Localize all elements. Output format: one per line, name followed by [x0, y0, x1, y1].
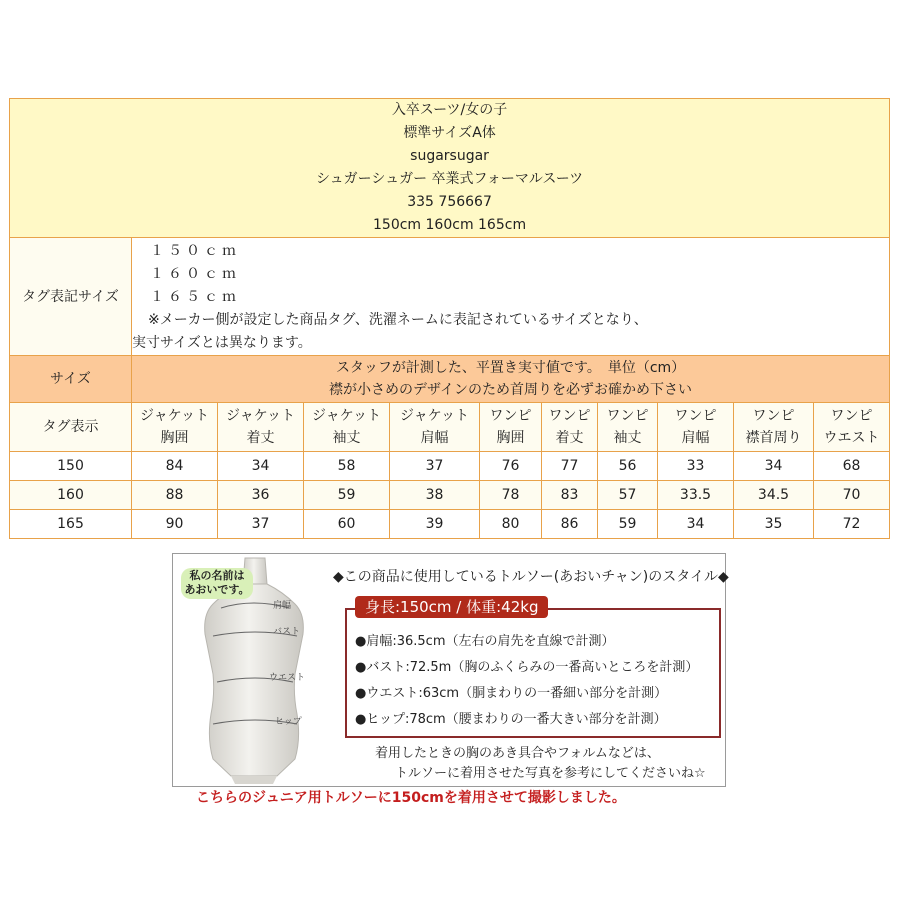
col-header-jacket-shoulder [390, 403, 480, 452]
table-cell: 59 [304, 481, 390, 510]
torso-name-bubble [181, 568, 253, 599]
table-cell: 56 [598, 452, 658, 481]
col-header-jacket-bust [132, 403, 218, 452]
size-section-note [132, 356, 890, 403]
col-header-line: 肩幅 [420, 430, 449, 446]
size-table [9, 98, 890, 539]
col-header-line: 袖丈 [613, 430, 642, 446]
table-cell: 77 [542, 452, 598, 481]
table-row [10, 452, 890, 481]
col-header-line: 着丈 [246, 430, 275, 446]
col-header-line: タグ表示 [42, 419, 99, 435]
table-cell: 150 [10, 452, 132, 481]
table-cell: 34 [218, 452, 304, 481]
size-note-1: スタッフが計測した、平置き実寸値です。 単位（cm） [335, 360, 686, 376]
size-section-label: サイズ [10, 356, 132, 403]
tag-size-150: １５０ｃｍ [150, 243, 240, 259]
tag-size-note-2: 実寸サイズとは異なります。 [132, 335, 312, 351]
table-cell: 33 [658, 452, 734, 481]
table-cell: 160 [10, 481, 132, 510]
table-cell: 37 [390, 452, 480, 481]
tag-size-label: タグ表記サイズ [10, 238, 132, 356]
table-cell: 34 [658, 510, 734, 539]
col-header-line: ウエスト [823, 430, 880, 446]
header-line-sizes: 150cm 160cm 165cm [373, 217, 527, 233]
table-row [10, 481, 890, 510]
col-header-line: ワンピ [489, 408, 532, 424]
col-header-line: ワンピ [606, 408, 649, 424]
col-header-dress-shoulder [658, 403, 734, 452]
label-hip: ヒップ [275, 717, 302, 727]
header-line-body-type: 標準サイズA体 [403, 125, 496, 141]
col-header-line: 着丈 [555, 430, 584, 446]
torso-info-panel [172, 553, 729, 787]
col-header-line: 肩幅 [681, 430, 710, 446]
table-cell: 39 [390, 510, 480, 539]
tag-size-description [132, 238, 890, 356]
col-header-tag [10, 403, 132, 452]
tag-size-note-1: ※メーカー側が設定した商品タグ、洗濯ネームに表記されているサイズとなり、 [148, 312, 648, 328]
col-header-dress-length [542, 403, 598, 452]
table-cell: 59 [598, 510, 658, 539]
table-cell: 90 [132, 510, 218, 539]
tag-size-165: １６５ｃｍ [150, 289, 240, 305]
measurement-waist: ●ウエスト:63cm（胴まわりの一番細い部分を計測） [355, 686, 668, 701]
label-shoulder: 肩幅 [273, 601, 292, 611]
table-cell: 86 [542, 510, 598, 539]
col-header-dress-waist [814, 403, 890, 452]
table-cell: 80 [480, 510, 542, 539]
product-header [10, 99, 890, 238]
col-header-line: 襟首周り [745, 430, 802, 446]
measurement-shoulder: ●肩幅:36.5cm（左右の肩先を直線で計測） [355, 634, 615, 649]
torso-caption: こちらのジュニア用トルソーに150cmを着用させて撮影しました。 [196, 790, 626, 806]
table-cell: 83 [542, 481, 598, 510]
table-cell: 60 [304, 510, 390, 539]
col-header-line: ジャケット [139, 408, 210, 424]
header-line-product-name: シュガーシュガー 卒業式フォーマルスーツ [315, 171, 584, 187]
table-cell: 72 [814, 510, 890, 539]
tag-size-160: １６０ｃｍ [150, 266, 240, 282]
table-cell: 88 [132, 481, 218, 510]
name-bubble-line-1: 私の名前は [189, 569, 245, 582]
size-note-2: 襟が小さめのデザインのため首周りを必ずお確かめ下さい [329, 382, 693, 398]
table-cell: 37 [218, 510, 304, 539]
table-cell: 33.5 [658, 481, 734, 510]
label-waist: ウエスト [269, 673, 306, 683]
table-cell: 34 [734, 452, 814, 481]
col-header-line: ワンピ [674, 408, 717, 424]
measurement-hip: ●ヒップ:78cm（腰まわりの一番大きい部分を計測） [355, 712, 667, 727]
torso-note-2: トルソーに着用させた写真を参考にしてくださいね☆ [395, 766, 706, 781]
torso-stand-shape [231, 776, 277, 784]
col-header-jacket-length [218, 403, 304, 452]
label-bust: バスト [273, 627, 301, 637]
table-cell: 34.5 [734, 481, 814, 510]
name-bubble-line-2: あおいです。 [184, 583, 250, 596]
col-header-jacket-sleeve [304, 403, 390, 452]
table-cell: 68 [814, 452, 890, 481]
table-row [10, 510, 890, 539]
table-cell: 36 [218, 481, 304, 510]
table-cell: 78 [480, 481, 542, 510]
torso-style-title: ◆この商品に使用しているトルソー(あおいチャン)のスタイル◆ [333, 569, 729, 585]
table-cell: 76 [480, 452, 542, 481]
measure-header-row [10, 403, 890, 452]
table-cell: 38 [390, 481, 480, 510]
col-header-line: ワンピ [752, 408, 795, 424]
col-header-line: ジャケット [311, 408, 382, 424]
table-cell: 57 [598, 481, 658, 510]
table-cell: 58 [304, 452, 390, 481]
header-line-product-code: 335 756667 [407, 194, 492, 210]
col-header-line: 袖丈 [332, 430, 361, 446]
col-header-dress-bust [480, 403, 542, 452]
col-header-line: 胸囲 [160, 430, 189, 446]
measurement-box [345, 608, 721, 738]
table-cell: 165 [10, 510, 132, 539]
height-weight-badge: 身長:150cm / 体重:42kg [355, 596, 548, 618]
col-header-dress-sleeve [598, 403, 658, 452]
col-header-line: ジャケット [225, 408, 296, 424]
col-header-line: ワンピ [548, 408, 591, 424]
col-header-line: ジャケット [399, 408, 470, 424]
table-cell: 84 [132, 452, 218, 481]
col-header-line: ワンピ [830, 408, 873, 424]
col-header-line: 胸囲 [496, 430, 525, 446]
torso-note-1: 着用したときの胸のあき具合やフォルムなどは、 [375, 746, 660, 761]
header-line-brand: sugarsugar [410, 148, 489, 164]
measurement-bust: ●バスト:72.5m（胸のふくらみの一番高いところを計測） [355, 660, 699, 675]
header-line-category: 入卒スーツ/女の子 [391, 102, 508, 118]
table-cell: 35 [734, 510, 814, 539]
col-header-dress-neck [734, 403, 814, 452]
table-cell: 70 [814, 481, 890, 510]
